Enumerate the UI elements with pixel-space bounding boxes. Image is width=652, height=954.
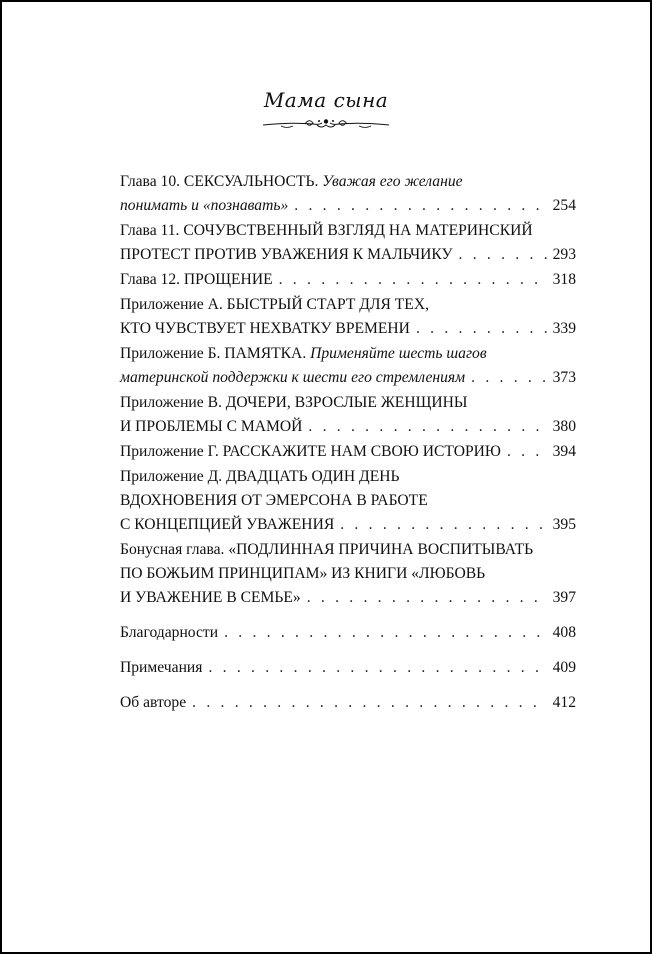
page-number: 409 <box>552 659 576 676</box>
toc-entry[interactable] <box>120 342 576 390</box>
dot-leader <box>340 513 546 537</box>
toc-title <box>120 366 465 390</box>
toc-text: ПРОТЕСТ ПРОТИВ УВАЖЕНИЯ К МАЛЬЧИКУ <box>120 246 453 263</box>
dot-leader <box>308 415 546 439</box>
toc-text: Приложение А. БЫСТРЫЙ СТАРТ ДЛЯ ТЕХ, <box>120 296 429 313</box>
toc-entry[interactable] <box>120 293 576 341</box>
dot-leader <box>208 656 546 680</box>
toc-title <box>120 691 186 715</box>
toc-title <box>120 621 218 645</box>
toc-line <box>120 562 576 586</box>
toc-subtitle: материнской поддержки к шести его стремлениям <box>120 369 466 386</box>
toc-text: Глава 10. СЕКСУАЛЬНОСТЬ. <box>120 173 323 190</box>
running-header <box>2 88 650 130</box>
page-number: 408 <box>552 624 576 641</box>
toc-subtitle: Уважая его желание <box>322 173 463 190</box>
toc-entry[interactable] <box>120 391 576 439</box>
toc-text: Приложение В. ДОЧЕРИ, ВЗРОСЛЫЕ ЖЕНЩИНЫ <box>120 394 468 411</box>
toc-entry[interactable] <box>120 465 576 537</box>
toc-entry[interactable] <box>120 440 576 464</box>
toc-title <box>120 656 202 680</box>
page-number: 380 <box>552 418 576 435</box>
toc-title <box>120 268 273 292</box>
dot-leader <box>294 194 546 218</box>
page-number: 394 <box>552 443 576 460</box>
toc-title <box>120 513 334 537</box>
toc-line <box>120 465 576 489</box>
toc-entry[interactable] <box>120 170 576 218</box>
page-number: 339 <box>552 320 576 337</box>
dot-leader <box>279 268 547 292</box>
toc-entry[interactable] <box>120 691 576 715</box>
dot-leader <box>507 440 547 464</box>
toc-subtitle: Применяйте шесть шагов <box>310 345 487 362</box>
toc-last-line <box>120 656 576 680</box>
page-number: 318 <box>552 271 576 288</box>
toc-last-line <box>120 243 576 267</box>
toc-last-line <box>120 513 576 537</box>
toc-last-line <box>120 586 576 610</box>
toc-text: Благодарности <box>120 624 219 641</box>
toc-title <box>120 194 288 218</box>
toc-last-line <box>120 415 576 439</box>
toc-text: ВДОХНОВЕНИЯ ОТ ЭМЕРСОНА В РАБОТЕ <box>120 492 428 509</box>
toc-text: ПО БОЖЬИМ ПРИНЦИПАМ» ИЗ КНИГИ «ЛЮБОВЬ <box>120 565 486 582</box>
toc-text: Приложение Г. РАССКАЖИТЕ НАМ СВОЮ ИСТОРИЮ <box>120 443 501 460</box>
flourish-ornament-icon <box>261 116 391 130</box>
page-number: 412 <box>552 694 576 711</box>
page-number: 293 <box>552 246 576 263</box>
toc-title <box>120 586 301 610</box>
table-of-contents <box>120 170 576 716</box>
toc-line <box>120 391 576 415</box>
toc-line <box>120 293 576 317</box>
toc-text: КТО ЧУВСТВУЕТ НЕХВАТКУ ВРЕМЕНИ <box>120 320 410 337</box>
toc-entry[interactable] <box>120 219 576 267</box>
dot-leader <box>471 366 546 390</box>
dot-leader <box>224 621 547 645</box>
toc-last-line <box>120 691 576 715</box>
toc-entry[interactable] <box>120 621 576 645</box>
toc-last-line <box>120 621 576 645</box>
page-number: 373 <box>552 369 576 386</box>
toc-line <box>120 170 576 194</box>
toc-text: Приложение Б. ПАМЯТКА. <box>120 345 311 362</box>
dot-leader <box>192 691 546 715</box>
toc-entry[interactable] <box>120 656 576 680</box>
page-number: 397 <box>552 589 576 606</box>
toc-last-line <box>120 194 576 218</box>
toc-last-line <box>120 317 576 341</box>
toc-line <box>120 489 576 513</box>
toc-text: И УВАЖЕНИЕ В СЕМЬЕ» <box>120 589 301 606</box>
dot-leader <box>307 586 547 610</box>
toc-text: Глава 11. СОЧУВСТВЕННЫЙ ВЗГЛЯД НА МАТЕРИНСКИЙ <box>120 222 533 239</box>
toc-line <box>120 538 576 562</box>
toc-subtitle: понимать и «познавать» <box>120 197 289 214</box>
dot-leader <box>416 317 547 341</box>
page-number: 395 <box>552 516 576 533</box>
toc-title <box>120 415 302 439</box>
page-number: 254 <box>552 197 576 214</box>
toc-last-line <box>120 440 576 464</box>
toc-last-line <box>120 366 576 390</box>
toc-text: Глава 12. ПРОЩЕНИЕ <box>120 271 273 288</box>
toc-line <box>120 342 576 366</box>
toc-text: Примечания <box>120 659 203 676</box>
toc-title <box>120 317 410 341</box>
toc-text: Бонусная глава. «ПОДЛИННАЯ ПРИЧИНА ВОСПИТЫВАТЬ <box>120 541 534 558</box>
toc-text: Приложение Д. ДВАДЦАТЬ ОДИН ДЕНЬ <box>120 468 400 485</box>
toc-entry[interactable] <box>120 268 576 292</box>
toc-title <box>120 440 501 464</box>
toc-text: И ПРОБЛЕМЫ С МАМОЙ <box>120 418 303 435</box>
toc-last-line <box>120 268 576 292</box>
dot-leader <box>459 243 547 267</box>
toc-line <box>120 219 576 243</box>
toc-text: Об авторе <box>120 694 187 711</box>
toc-text: С КОНЦЕПЦИЕЙ УВАЖЕНИЯ <box>120 516 335 533</box>
toc-title <box>120 243 453 267</box>
toc-entry[interactable] <box>120 538 576 610</box>
header-title: Мама сына <box>263 88 389 112</box>
